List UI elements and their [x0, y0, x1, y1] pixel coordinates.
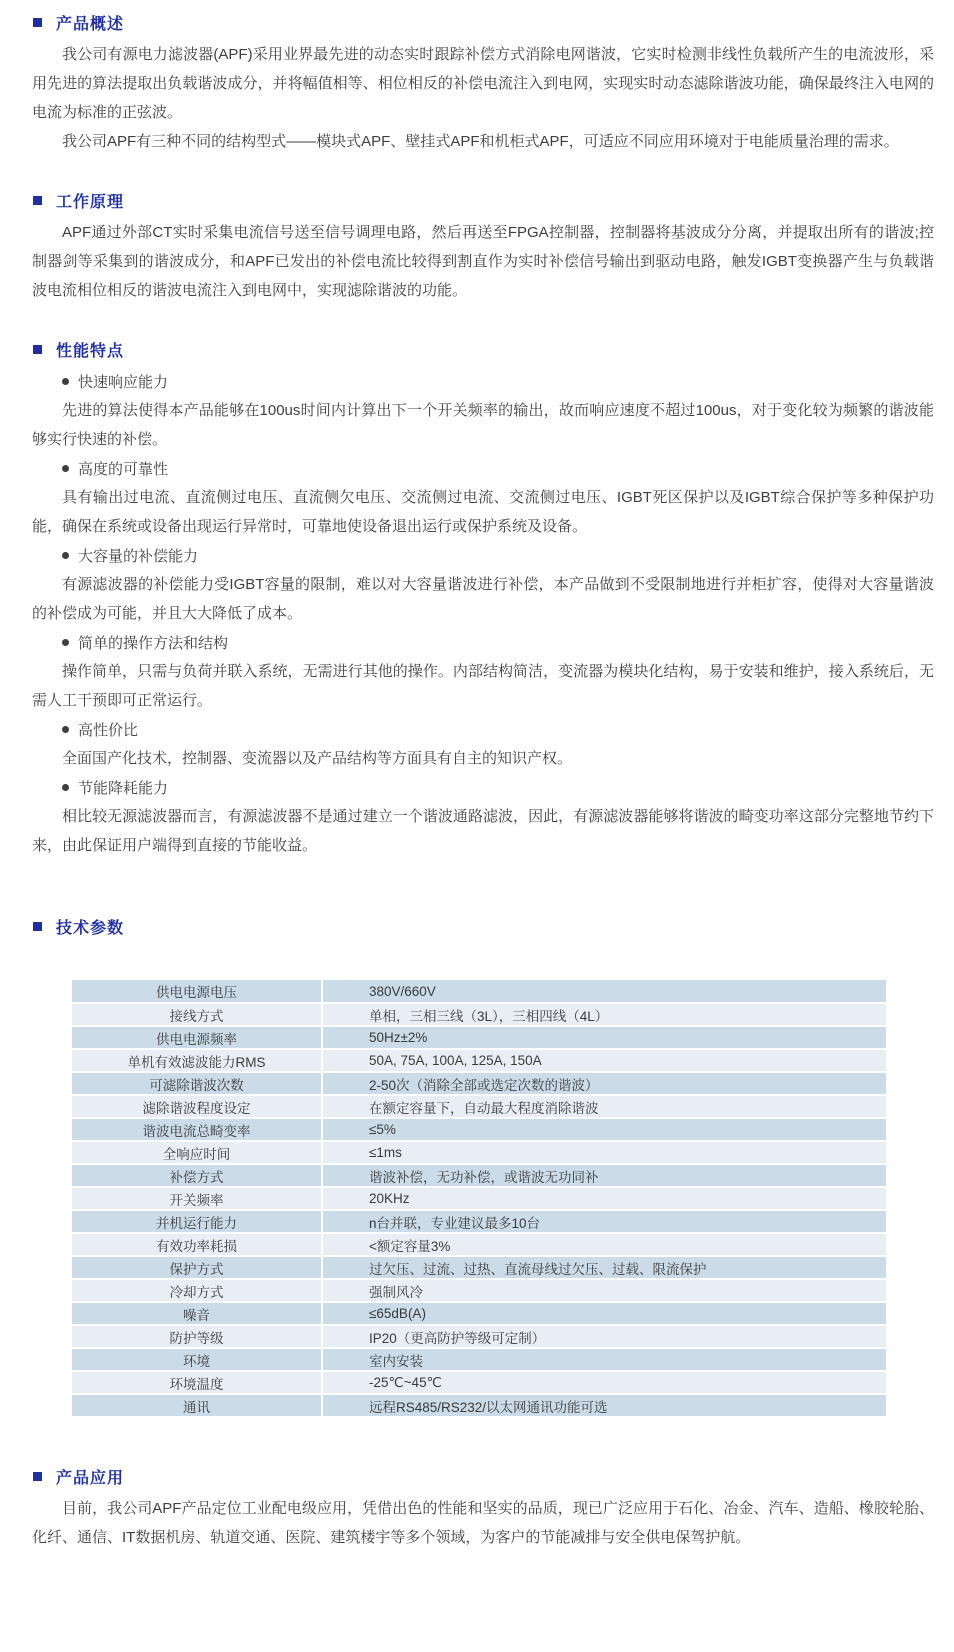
spec-label: 噪音 — [72, 1302, 322, 1325]
spec-value: 过欠压、过流、过热、直流母线过欠压、过载、限流保护 — [322, 1256, 886, 1279]
spec-row — [72, 1348, 886, 1371]
spec-label: 防护等级 — [72, 1325, 322, 1348]
feature-title: 快速响应能力 — [78, 374, 169, 391]
spec-row — [72, 1302, 886, 1325]
square-bullet-icon — [33, 196, 42, 205]
section-title: 产品概述 — [56, 15, 125, 33]
feature-title-row — [32, 628, 934, 657]
feature-description: 先进的算法使得本产品能够在100us时间内计算出下一个开关频率的输出，故而响应速度不超过100us，对于变化较为频繁的谐波能够实行快速的补偿。 — [32, 402, 934, 448]
spec-row — [72, 1187, 886, 1210]
spec-label: 并机运行能力 — [72, 1210, 322, 1233]
spec-row — [72, 1371, 886, 1394]
spec-label: 供电电源频率 — [72, 1026, 322, 1049]
section-body — [32, 40, 934, 156]
spec-value: 50Hz±2% — [322, 1026, 886, 1049]
feature-title-row — [32, 715, 934, 744]
section-title: 技术参数 — [56, 919, 125, 937]
feature-item — [32, 367, 934, 454]
section-body — [32, 367, 934, 860]
spec-label: 冷却方式 — [72, 1279, 322, 1302]
feature-item — [32, 628, 934, 715]
feature-item — [32, 715, 934, 773]
feature-title: 简单的操作方法和结构 — [78, 635, 229, 652]
section-heading — [32, 1466, 934, 1486]
spec-row — [72, 1210, 886, 1233]
spec-row — [72, 1141, 886, 1164]
spec-label: 补偿方式 — [72, 1164, 322, 1187]
spec-row — [72, 1072, 886, 1095]
section-heading — [32, 339, 934, 359]
spec-label: 环境温度 — [72, 1371, 322, 1394]
feature-title-row — [32, 367, 934, 396]
paragraph: 目前，我公司APF产品定位工业配电级应用，凭借出色的性能和坚实的品质，现已广泛应用于石化、冶金、汽车、造船、橡胶轮胎、化纤、通信、IT数据机房、轨道交通、医院、建筑楼宇等多个领域，为客户的节能减排与安全供电保驾护航。 — [32, 1500, 934, 1546]
feature-title: 高度的可靠性 — [78, 461, 169, 478]
section-specs — [32, 916, 934, 1418]
spec-label: 滤除谐波程度设定 — [72, 1095, 322, 1118]
paragraph: 我公司APF有三种不同的结构型式——模块式APF、壁挂式APF和机柜式APF，可适应不同应用环境对于电能质量治理的需求。 — [62, 133, 899, 150]
bullet-dot-icon — [62, 378, 69, 385]
spec-value: -25℃~45℃ — [322, 1371, 886, 1394]
feature-item — [32, 454, 934, 541]
feature-item — [32, 773, 934, 860]
spec-label: 开关频率 — [72, 1187, 322, 1210]
section-principle — [32, 190, 934, 305]
feature-description: 具有输出过电流、直流侧过电压、直流侧欠电压、交流侧过电流、交流侧过电压、IGBT死区保护以及IGBT综合保护等多种保护功能，确保在系统或设备出现运行异常时，可靠地使设备退出运行或保护系统及设备。 — [32, 489, 934, 535]
section-overview — [32, 12, 934, 156]
spec-value: 单相，三相三线（3L），三相四线（4L） — [322, 1003, 886, 1026]
feature-description: 相比较无源滤波器而言，有源滤波器不是通过建立一个谐波通路滤波，因此，有源滤波器能够将谐波的畸变功率这部分完整地节约下来，由此保证用户端得到直接的节能收益。 — [32, 808, 934, 854]
spec-label: 可滤除谐波次数 — [72, 1072, 322, 1095]
spec-row — [72, 1164, 886, 1187]
spec-label: 谐波电流总畸变率 — [72, 1118, 322, 1141]
spec-table — [72, 980, 886, 1418]
spec-value: 强制风冷 — [322, 1279, 886, 1302]
section-title: 工作原理 — [56, 193, 125, 211]
spec-value: n台并联，专业建议最多10台 — [322, 1210, 886, 1233]
spec-row — [72, 1003, 886, 1026]
document-body — [32, 12, 934, 1552]
spec-row — [72, 1233, 886, 1256]
spec-row — [72, 1026, 886, 1049]
spec-row — [72, 980, 886, 1003]
feature-description: 操作简单，只需与负荷并联入系统，无需进行其他的操作。内部结构简洁，变流器为模块化结构，易于安装和维护，接入系统后，无需人工干预即可正常运行。 — [32, 663, 934, 709]
section-application — [32, 1466, 934, 1552]
spec-label: 单机有效滤波能力RMS — [72, 1049, 322, 1072]
bullet-dot-icon — [62, 639, 69, 646]
spec-label: 保护方式 — [72, 1256, 322, 1279]
section-body — [32, 1494, 934, 1552]
section-body — [32, 980, 934, 1418]
section-title: 产品应用 — [56, 1469, 125, 1487]
section-heading — [32, 190, 934, 210]
feature-title-row — [32, 454, 934, 483]
bullet-dot-icon — [62, 552, 69, 559]
spec-label: 全响应时间 — [72, 1141, 322, 1164]
spec-row — [72, 1118, 886, 1141]
feature-title: 高性价比 — [78, 722, 139, 739]
spec-label: 通讯 — [72, 1394, 322, 1417]
spec-value: 380V/660V — [322, 980, 886, 1003]
feature-description: 全面国产化技术，控制器、变流器以及产品结构等方面具有自主的知识产权。 — [62, 750, 573, 767]
spec-value: 远程RS485/RS232/以太网通讯功能可选 — [322, 1394, 886, 1417]
spec-value: ≤65dB(A) — [322, 1302, 886, 1325]
feature-title-row — [32, 773, 934, 802]
feature-title: 大容量的补偿能力 — [78, 548, 199, 565]
spec-value: 2-50次（消除全部或选定次数的谐波） — [322, 1072, 886, 1095]
feature-description: 有源滤波器的补偿能力受IGBT容量的限制，难以对大容量谐波进行补偿，本产品做到不受限制地进行并柜扩容，使得对大容量谐波的补偿成为可能，并且大大降低了成本。 — [32, 576, 934, 622]
spec-label: 环境 — [72, 1348, 322, 1371]
section-features — [32, 339, 934, 860]
feature-item — [32, 541, 934, 628]
spec-value: ≤1ms — [322, 1141, 886, 1164]
bullet-dot-icon — [62, 784, 69, 791]
spec-row — [72, 1325, 886, 1348]
spec-label: 有效功率耗损 — [72, 1233, 322, 1256]
square-bullet-icon — [33, 345, 42, 354]
square-bullet-icon — [33, 1472, 42, 1481]
spec-value: <额定容量3% — [322, 1233, 886, 1256]
spec-row — [72, 1256, 886, 1279]
section-title: 性能特点 — [56, 342, 125, 360]
paragraph: 我公司有源电力滤波器(APF)采用业界最先进的动态实时跟踪补偿方式消除电网谐波，它实时检测非线性负载所产生的电流波形，采用先进的算法提取出负载谐波成分，并将幅值相等、相位相反的补偿电流注入到电网，实现实时动态滤除谐波功能，确保最终注入电网的电流为标准的正弦波。 — [32, 46, 934, 121]
bullet-dot-icon — [62, 726, 69, 733]
section-heading — [32, 12, 934, 32]
spec-label: 供电电源电压 — [72, 980, 322, 1003]
spec-value: 室内安装 — [322, 1348, 886, 1371]
feature-title: 节能降耗能力 — [78, 780, 169, 797]
spec-value: 谐波补偿，无功补偿，或谐波无功同补 — [322, 1164, 886, 1187]
spec-row — [72, 1049, 886, 1072]
spec-value: 在额定容量下，自动最大程度消除谐波 — [322, 1095, 886, 1118]
spec-label: 接线方式 — [72, 1003, 322, 1026]
spec-value: 20KHz — [322, 1187, 886, 1210]
spec-row — [72, 1394, 886, 1417]
spec-row — [72, 1095, 886, 1118]
square-bullet-icon — [33, 18, 42, 27]
square-bullet-icon — [33, 922, 42, 931]
spec-value: IP20（更高防护等级可定制） — [322, 1325, 886, 1348]
spec-value: 50A, 75A, 100A, 125A, 150A — [322, 1049, 886, 1072]
spec-value: ≤5% — [322, 1118, 886, 1141]
section-body — [32, 218, 934, 305]
paragraph: APF通过外部CT实时采集电流信号送至信号调理电路，然后再送至FPGA控制器，控制器将基波成分分离，并提取出所有的谐波;控制器剑等采集到的谐波成分，和APF已发出的补偿电流比较得到割直作为实时补偿信号输出到驱动电路，触发IGBT变换器产生与负载谐波电流相位相反的谐波电流注入到电网中，实现滤除谐波的功能。 — [32, 224, 934, 299]
spec-row — [72, 1279, 886, 1302]
feature-title-row — [32, 541, 934, 570]
section-heading — [32, 916, 934, 936]
bullet-dot-icon — [62, 465, 69, 472]
